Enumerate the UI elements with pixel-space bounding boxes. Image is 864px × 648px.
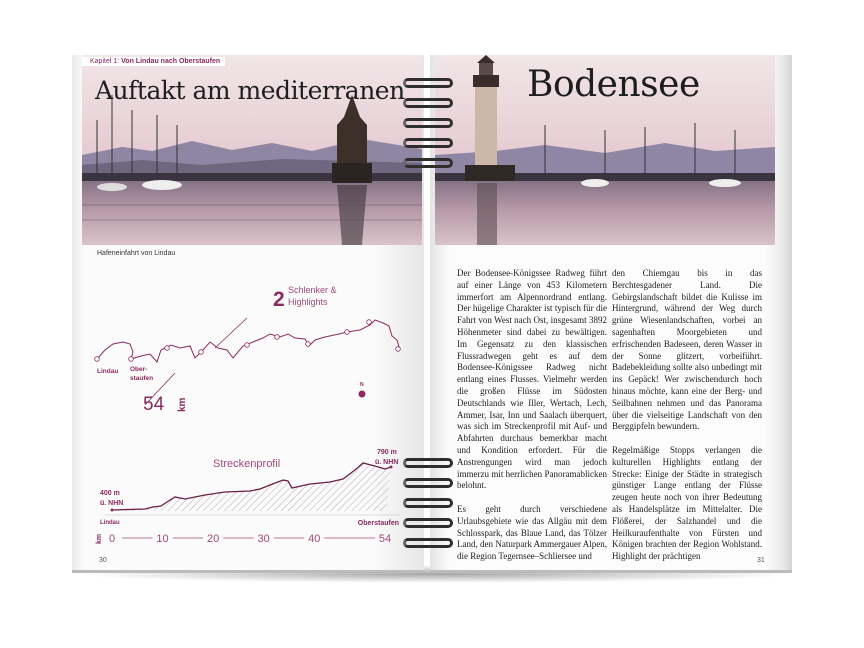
distance-unit: km — [177, 397, 188, 412]
paragraph: Es geht durch verschiedene Urlaubsgebiete wie das Allgäu mit dem Schlosspark, das Blaue Land, das Tölzer Land, den Naturpark Ammergauer Alpen, die Region Tegernsee–Schliersee und — [457, 503, 607, 562]
profile-end-label: Oberstaufen — [357, 520, 399, 527]
page-number-left: 30 — [99, 557, 107, 564]
spiral-ring — [403, 158, 453, 168]
axis-tick-30: 30 — [257, 533, 270, 545]
spiral-ring — [403, 138, 453, 148]
start-elevation-2: ü. NHN — [100, 500, 124, 507]
headline-left: Auftakt am mediterranen — [95, 76, 405, 105]
spiral-ring — [403, 478, 453, 488]
end-elevation-2: ü. NHN — [375, 459, 399, 466]
start-elevation-1: 400 m — [100, 490, 120, 497]
spiral-ring — [403, 118, 453, 128]
map-end-label-2: staufen — [130, 375, 154, 382]
spiral-ring — [403, 458, 453, 468]
highlights-label-2: Highlights — [288, 297, 328, 307]
page-number-right: 31 — [757, 557, 765, 564]
paragraph: Der Bodensee-Königssee Radweg führt auf einer Länge von 453 Kilometern immerfort am Alpennordrand entlang. Der hügelige Charakter ist typisch für die Fahrt von West nach Ost, insgesamt 3892 Höhenmeter sind dabei zu bewältigen. Im Gegensatz zu den klassischen Flussradwegen geht es auf dem Bodensee-Königssee Radweg nicht entlang eines Flusses. Vielmehr werden die großen Flüsse im Südosten Deutschlands wie Iller, Wertach, Lech, Ammer, Isar, Inn und Saalach überquert, was sich im Streckenprofil mit Auf- und Abfahrten durchaus bemerkbar macht und Kondition erfordert. Für die Anstrengungen wird man jedoch immerzu mit herrlichen Panoramablicken belohnt. — [457, 268, 607, 491]
axis-tick-40: 40 — [308, 533, 321, 545]
route-map — [85, 270, 415, 420]
axis-tick-54: 54 — [378, 533, 392, 545]
text-column-2 — [612, 268, 762, 575]
profile-title: Streckenprofil — [213, 458, 281, 470]
axis-unit: km — [96, 533, 103, 544]
map-end-label-1: Ober- — [130, 366, 148, 373]
headline-right: Bodensee — [527, 64, 700, 105]
chapter-label — [82, 57, 225, 66]
spiral-ring — [403, 518, 453, 528]
paragraph: den Chiemgau bis in das Berchtesgadener Land. Die Gebirgslandschaft bildet die Kulisse im Hintergrund, während der Weg durch grüne Wiesenlandschaften, vorbei an sagenhaften Moorgebieten und erfrischenden Badeseen, deren Wasser in der Sonne glitzert, vorbeiführt. Badebekleidung sollte also unbedingt mit ins Gepäck! Wer zwischendurch hoch hinaus möchte, kann eine der Berg- und Seilbahnen nehmen und das Panorama über die vielseitige Landschaft von den Berggipfeln bewundern. — [612, 268, 762, 432]
north-icon — [359, 391, 366, 398]
map-start-label: Lindau — [97, 368, 119, 375]
spiral-ring — [403, 78, 453, 88]
photo-caption: Hafeneinfahrt von Lindau — [97, 250, 176, 257]
profile-area — [112, 463, 391, 511]
paragraph: Regelmäßige Stopps verlangen die kulturellen Highlights entlang der Strecke: Einige der Städte in strategisch günstiger Lange entlang der Flüsse zeugen heute noch von ihrer Bedeutung als Handelsplätze im Mittelalter. Die Flößerei, der Salzhandel und die Heilkuraufenthalte von Fürsten und Königen brachten der Region Wohlstand. Highlight der prächtigen — [612, 444, 762, 562]
distance-value: 54 — [143, 394, 165, 415]
spiral-ring — [403, 498, 453, 508]
spiral-ring — [403, 538, 453, 548]
end-elevation-1: 790 m — [377, 449, 397, 456]
chapter-number: Kapitel 1: — [90, 58, 120, 65]
text-column-1 — [457, 268, 607, 575]
axis-tick-0: 0 — [108, 533, 116, 545]
profile-start-label: Lindau — [100, 520, 120, 526]
highlights-count: 2 — [273, 288, 285, 311]
route-line — [97, 320, 400, 362]
spiral-ring — [403, 98, 453, 108]
elevation-profile — [85, 445, 410, 550]
chapter-title: Von Lindau nach Oberstaufen — [121, 58, 221, 65]
axis-tick-20: 20 — [206, 533, 220, 545]
north-label: N — [360, 382, 364, 388]
highlights-label-1: Schlenker & — [288, 285, 337, 295]
axis-tick-10: 10 — [156, 533, 169, 545]
